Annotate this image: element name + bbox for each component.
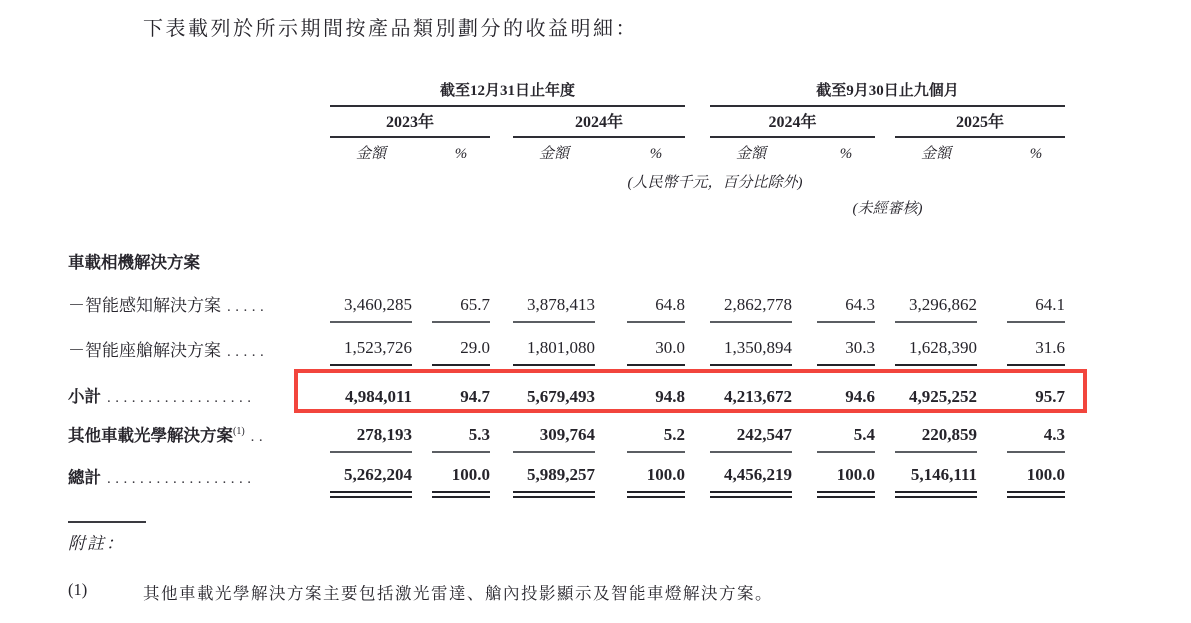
cell-value: 1,523,726 (330, 322, 412, 367)
spacer-cell (977, 413, 1007, 452)
cell-value: 64.3 (817, 279, 875, 322)
spacer-cell (412, 246, 432, 279)
unit-note-row (60, 166, 1065, 192)
cell-value: 100.0 (1007, 452, 1065, 494)
spacer-cell (875, 322, 895, 367)
cell-value: 5.4 (817, 413, 875, 452)
year-2024: 2024年 (513, 106, 685, 137)
cell-value: 5.3 (432, 413, 490, 452)
column-header-row (60, 137, 1065, 166)
cell-value: 4.3 (1007, 413, 1065, 452)
cell-value: 100.0 (627, 452, 685, 494)
cell-value: 64.1 (1007, 279, 1065, 322)
spacer-cell (490, 137, 513, 166)
row-footnote-ref: (1) (233, 426, 245, 437)
spacer-cell (977, 452, 1007, 494)
cell-value: 29.0 (432, 322, 490, 367)
cell-value: 100.0 (817, 452, 875, 494)
cell-value: 5,989,257 (513, 452, 595, 494)
row-label: 其他車載光學解決方案 (68, 427, 233, 445)
cell-value: 94.6 (845, 387, 876, 406)
spacer-cell (685, 279, 710, 322)
table-row (60, 367, 1065, 413)
row-label-cell (60, 367, 330, 413)
table-body (60, 246, 1065, 494)
spacer-cell (792, 367, 817, 413)
year-2025-9m: 2025年 (895, 106, 1065, 137)
cell-value: 4,213,672 (724, 387, 793, 406)
cell-value (895, 246, 977, 279)
spacer-cell (875, 452, 895, 494)
dot-leader: ..... (227, 344, 269, 360)
cell-value: 64.8 (627, 279, 685, 322)
spacer-cell (685, 246, 710, 279)
amount-header: 金額 (921, 146, 952, 162)
spacer-cell (685, 452, 710, 494)
spacer-cell (412, 452, 432, 494)
footnote-text: 其他車載光學解決方案主要包括激光雷達、艙內投影顯示及智能車燈解決方案。 (143, 584, 773, 603)
period-group-nine-months: 截至9月30日止九個月 (710, 75, 1065, 106)
empty-cell (60, 192, 330, 218)
empty-cell (60, 218, 1065, 246)
row-label-cell (60, 452, 330, 494)
spacer-cell (875, 246, 895, 279)
table-row (60, 279, 1065, 322)
cell-value: 3,460,285 (330, 279, 412, 322)
spacer-cell (685, 75, 710, 106)
row-label: 總計 (68, 469, 101, 487)
spacer-cell (685, 137, 710, 166)
spacer-cell (685, 322, 710, 367)
spacer-cell (792, 246, 817, 279)
notes-divider (68, 521, 146, 523)
spacer-cell (595, 137, 627, 166)
spacer-cell (490, 246, 513, 279)
percent-header: % (839, 146, 853, 162)
spacer-cell (875, 367, 895, 413)
cell-value: 5.2 (627, 413, 685, 452)
spacer-cell (875, 137, 895, 166)
amount-header: 金額 (736, 146, 767, 162)
dot-leader: .................. (107, 471, 256, 487)
empty-cell (330, 192, 710, 218)
table-row (60, 322, 1065, 367)
cell-value: 4,984,011 (344, 387, 412, 406)
dot-leader: .. (250, 429, 268, 445)
cell-value (513, 246, 595, 279)
spacer-cell (792, 137, 817, 166)
cell-value: 3,878,413 (513, 279, 595, 322)
cell-value (627, 246, 685, 279)
unaudited-note: (未經審核) (852, 201, 923, 217)
spacer-cell (490, 413, 513, 452)
table-row (60, 246, 1065, 279)
footnote-item (68, 580, 773, 604)
row-label-cell (60, 246, 330, 279)
table-header (60, 75, 1065, 246)
percent-header: % (1029, 146, 1043, 162)
dot-leader (200, 256, 206, 272)
cell-value: 5,262,204 (330, 452, 412, 494)
cell-value: 94.7 (460, 387, 490, 406)
cell-value: 1,350,894 (710, 322, 792, 367)
spacer-cell (685, 106, 710, 137)
spacer-cell (412, 322, 432, 367)
dot-leader: .................. (107, 390, 256, 406)
cell-value (1007, 246, 1065, 279)
cell-value: 220,859 (895, 413, 977, 452)
cell-value (330, 246, 412, 279)
cell-value: 309,764 (513, 413, 595, 452)
revenue-table (60, 75, 1065, 498)
spacer-cell (875, 106, 895, 137)
cell-value (432, 246, 490, 279)
row-label-cell (60, 322, 330, 367)
cell-value: 2,862,778 (710, 279, 792, 322)
spacer-cell (685, 413, 710, 452)
cell-value: 65.7 (432, 279, 490, 322)
empty-cell (60, 106, 330, 137)
spacer-cell (490, 452, 513, 494)
spacer-cell (595, 413, 627, 452)
year-header-row (60, 106, 1065, 137)
cell-value: 30.3 (817, 322, 875, 367)
footnote-number: (1) (68, 580, 88, 599)
percent-header: % (649, 146, 663, 162)
spacer-cell (490, 279, 513, 322)
spacer-cell (792, 413, 817, 452)
spacer-cell (490, 106, 513, 137)
spacer-cell (792, 279, 817, 322)
spacer-cell (685, 367, 710, 413)
spacer-cell (792, 322, 817, 367)
spacer-cell (490, 367, 513, 413)
cell-value: 94.8 (655, 387, 686, 406)
cell-value: 30.0 (627, 322, 685, 367)
spacer-cell (412, 279, 432, 322)
spacer-cell (977, 322, 1007, 367)
empty-cell (60, 166, 330, 192)
spacer-cell (595, 322, 627, 367)
empty-cell (60, 137, 330, 166)
cell-value: 5,679,493 (527, 387, 595, 406)
period-group-annual: 截至12月31日止年度 (330, 75, 685, 106)
dot-leader: ..... (227, 299, 269, 315)
spacer-cell (792, 452, 817, 494)
spacer-cell (595, 279, 627, 322)
intro-text: 下表載列於所示期間按產品類別劃分的收益明細： (143, 18, 638, 40)
cell-value: 1,628,390 (895, 322, 977, 367)
spacer-cell (595, 246, 627, 279)
spacer-cell (412, 137, 432, 166)
cell-value (817, 246, 875, 279)
cell-value: 31.6 (1007, 322, 1065, 367)
period-group-row (60, 75, 1065, 106)
row-label-cell (60, 279, 330, 322)
cell-value: 278,193 (330, 413, 412, 452)
spacer-cell (595, 367, 627, 413)
cell-value: 95.7 (1035, 387, 1066, 406)
row-label: 小計 (68, 388, 101, 406)
spacer-cell (977, 137, 1007, 166)
cell-value: 100.0 (432, 452, 490, 494)
percent-header: % (454, 146, 468, 162)
spacer-cell (595, 452, 627, 494)
cell-value: 242,547 (710, 413, 792, 452)
cell-value: 4,456,219 (710, 452, 792, 494)
cell-value: 4,925,252 (909, 387, 978, 406)
header-gap-row (60, 218, 1065, 246)
spacer-cell (875, 413, 895, 452)
year-2024-9m: 2024年 (710, 106, 875, 137)
row-label-cell (60, 413, 330, 452)
spacer-cell (412, 367, 432, 413)
cell-value (710, 246, 792, 279)
cell-value: 5,146,111 (895, 452, 977, 494)
row-label: －智能座艙解決方案 (68, 341, 221, 360)
row-label: 車載相機解決方案 (68, 254, 200, 272)
amount-header: 金額 (355, 146, 386, 162)
year-2023: 2023年 (330, 106, 490, 137)
notes-heading: 附註： (68, 534, 125, 553)
spacer-cell (977, 246, 1007, 279)
amount-header: 金額 (538, 146, 569, 162)
spacer-cell (412, 413, 432, 452)
spacer-cell (875, 279, 895, 322)
spacer-cell (977, 367, 1007, 413)
spacer-cell (977, 279, 1007, 322)
empty-cell (60, 75, 330, 106)
table-row (60, 452, 1065, 494)
cell-value: 1,801,080 (513, 322, 595, 367)
cell-value: 3,296,862 (895, 279, 977, 322)
unaudited-note-row (60, 192, 1065, 218)
spacer-cell (490, 322, 513, 367)
row-label: －智能感知解決方案 (68, 296, 221, 315)
unit-note: (人民幣千元，百分比除外) (627, 175, 803, 191)
table-row (60, 413, 1065, 452)
